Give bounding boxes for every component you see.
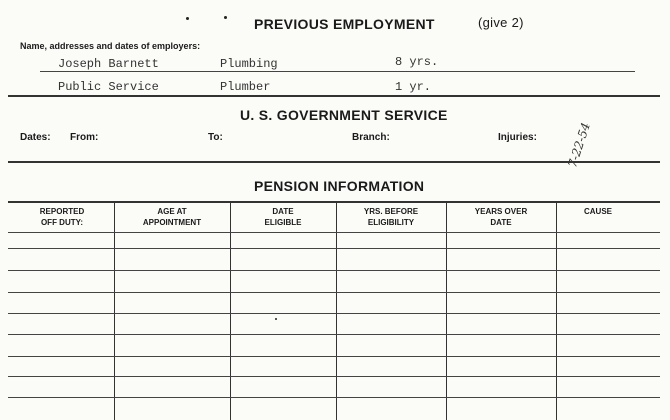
handwritten-date-note: 7-22-54 xyxy=(565,120,593,170)
section-divider xyxy=(8,161,660,163)
column-header-line: DATE xyxy=(490,218,512,227)
table-row-line xyxy=(8,376,660,377)
column-header-line: OFF DUTY: xyxy=(40,218,84,227)
employer-2-trade: Plumber xyxy=(220,80,271,94)
government-service-heading: U. S. GOVERNMENT SERVICE xyxy=(240,107,448,123)
column-header-date-eligible xyxy=(230,206,336,228)
previous-employment-heading: PREVIOUS EMPLOYMENT xyxy=(254,16,435,32)
column-header-line: CAUSE xyxy=(583,207,612,216)
column-divider xyxy=(556,202,557,420)
employer-1-duration: 8 yrs. xyxy=(395,55,439,69)
scan-speck xyxy=(275,318,277,320)
table-row-line xyxy=(8,313,660,314)
employer-1-name: Joseph Barnett xyxy=(58,57,159,71)
column-header-line: ELIGIBLE xyxy=(264,218,302,227)
column-header-cause xyxy=(556,206,640,217)
column-divider xyxy=(114,202,115,420)
table-row-line xyxy=(8,356,660,357)
to-label: To: xyxy=(208,132,223,143)
column-header-line: YEARS OVER xyxy=(474,207,528,216)
column-header-years-over-date xyxy=(446,206,556,228)
column-header-line: AGE AT xyxy=(157,207,187,216)
give-two-note: (give 2) xyxy=(478,15,524,30)
table-row-line xyxy=(8,292,660,293)
employer-2-duration: 1 yr. xyxy=(395,80,432,94)
column-header-line: APPOINTMENT xyxy=(142,218,202,227)
employer-2-name: Public Service xyxy=(58,80,159,94)
pension-table-top xyxy=(8,201,660,203)
column-header-reported-off-duty xyxy=(10,206,114,228)
section-divider xyxy=(8,95,660,97)
column-divider xyxy=(336,202,337,420)
employer-1-line xyxy=(40,71,635,72)
table-row-line xyxy=(8,232,660,233)
column-header-line: DATE xyxy=(272,207,294,216)
from-label: From: xyxy=(70,132,99,143)
table-row-line xyxy=(8,397,660,398)
column-header-line: YRS. BEFORE xyxy=(363,207,419,216)
table-row-line xyxy=(8,270,660,271)
employer-1-trade: Plumbing xyxy=(220,57,278,71)
column-divider xyxy=(446,202,447,420)
scan-speck xyxy=(186,17,189,20)
scan-speck xyxy=(224,16,227,19)
column-header-age-at-appointment xyxy=(114,206,230,228)
column-header-line: REPORTED xyxy=(39,207,85,216)
dates-label: Dates: xyxy=(20,132,51,143)
table-row-line xyxy=(8,248,660,249)
employers-label: Name, addresses and dates of employers: xyxy=(20,41,201,51)
injuries-label: Injuries: xyxy=(498,132,537,143)
column-header-line: ELIGIBILITY xyxy=(367,218,415,227)
pension-heading: PENSION INFORMATION xyxy=(254,178,425,194)
branch-label: Branch: xyxy=(352,132,390,143)
column-divider xyxy=(230,202,231,420)
table-row-line xyxy=(8,334,660,335)
column-header-yrs-before-eligibility xyxy=(336,206,446,228)
